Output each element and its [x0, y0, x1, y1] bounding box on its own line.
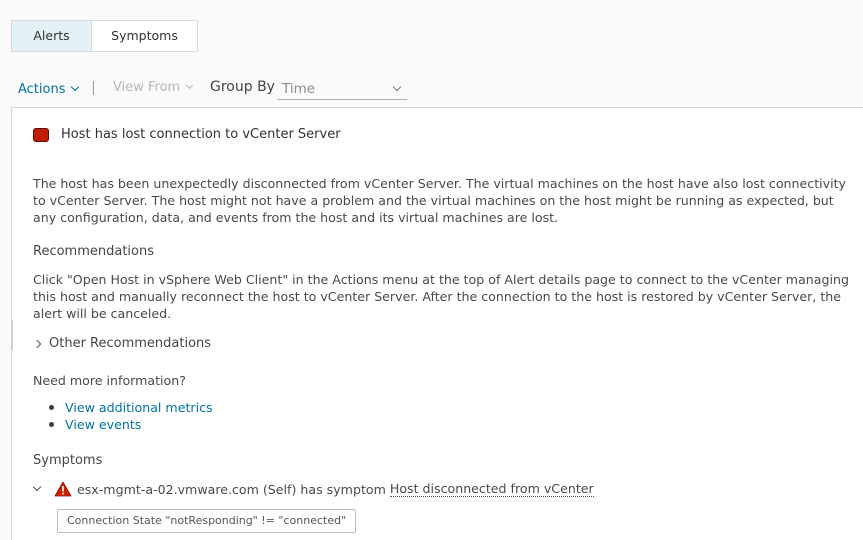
chevron-down-icon[interactable]	[33, 483, 41, 491]
other-recommendations-toggle[interactable]	[33, 336, 211, 351]
list-item	[49, 416, 213, 433]
view-from-menu[interactable]	[113, 80, 192, 95]
list-item	[49, 399, 213, 416]
symptom-condition: Connection State "notResponding" != "connected"	[57, 509, 356, 533]
alert-description: The host has been unexpectedly disconnected from vCenter Server. The virtual machines on the host have also lost connectivity to vCenter Server. The host might not have a problem and the virtual machines on the host might be running as expected, but any configuration, data, and events from the host and its virtual machines are lost.	[33, 176, 846, 225]
chevron-down-icon	[393, 83, 401, 91]
alert-tabs	[11, 20, 198, 52]
group-by-label: Group By	[210, 79, 275, 95]
more-info-heading: Need more information?	[33, 373, 186, 388]
recommendation-text: Click "Open Host in vSphere Web Client" in the Actions menu at the top of Alert details page to connect to the vCenter managing this host and manually reconnect the host to vCenter Server. After the connection to the host is restored by vCenter Server, the alert will be canceled.	[33, 272, 849, 321]
alert-details-panel	[11, 107, 863, 540]
warning-triangle-icon	[54, 481, 72, 497]
other-recommendations-label: Other Recommendations	[49, 336, 212, 351]
toolbar-divider	[93, 81, 94, 95]
bullet-icon	[49, 405, 54, 410]
tab-alerts[interactable]: Alerts	[12, 21, 91, 51]
chevron-down-icon	[186, 82, 193, 89]
symptom-name-link[interactable]: Host disconnected from vCenter	[389, 481, 594, 496]
bullet-icon	[49, 422, 54, 427]
recommendations-heading: Recommendations	[33, 244, 155, 259]
critical-severity-icon	[33, 128, 49, 142]
view-events-link[interactable]: View events	[65, 417, 142, 432]
symptom-row	[33, 481, 594, 497]
alert-title: Host has lost connection to vCenter Server	[61, 127, 341, 142]
symptom-object: esx-mgmt-a-02.vmware.com (Self) has symptom	[77, 481, 386, 497]
toolbar	[18, 78, 418, 100]
view-from-label: View From	[113, 80, 181, 95]
chevron-right-icon	[33, 339, 41, 347]
tab-symptoms[interactable]: Symptoms	[91, 21, 197, 51]
more-info-links	[49, 399, 213, 433]
group-by-value: Time	[282, 81, 316, 97]
alert-title-row	[33, 127, 341, 142]
symptoms-heading: Symptoms	[33, 453, 103, 468]
view-additional-metrics-link[interactable]: View additional metrics	[65, 400, 213, 415]
actions-menu[interactable]	[18, 82, 78, 97]
group-by-select[interactable]	[277, 78, 407, 100]
actions-label: Actions	[18, 81, 66, 97]
chevron-down-icon	[70, 83, 78, 91]
panel-resize-handle[interactable]	[11, 320, 13, 350]
